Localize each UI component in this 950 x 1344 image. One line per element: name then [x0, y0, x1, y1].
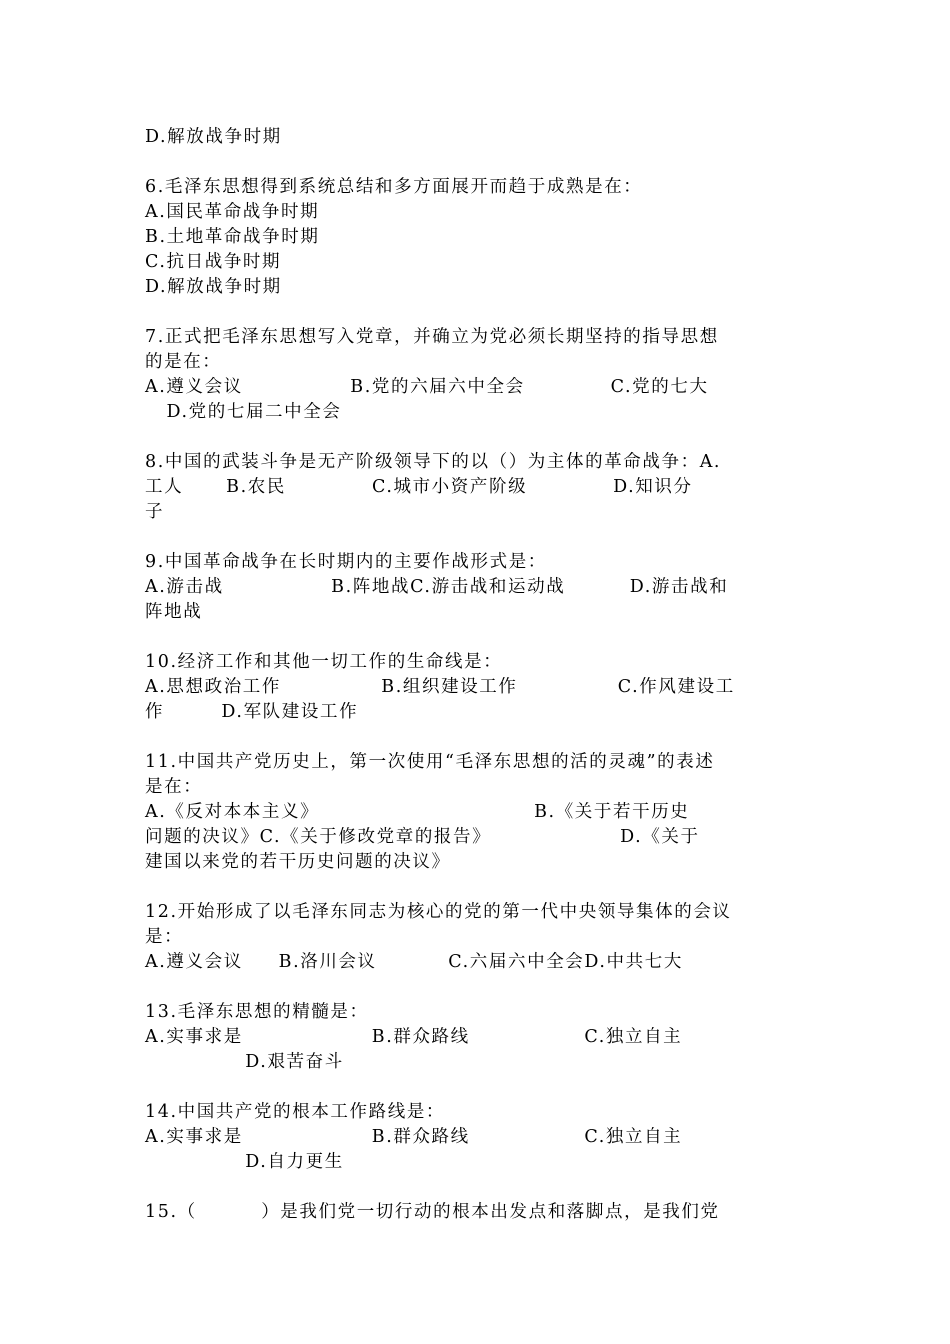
question-9-options-cont: 阵地战	[145, 602, 203, 622]
question-8-options: 工人 B.农民 C.城市小资产阶级 D.知识分	[145, 477, 693, 497]
question-8-stem: 8.中国的武装斗争是无产阶级领导下的以（）为主体的革命战争：A.	[145, 452, 722, 472]
question-12-stem: 12.开始形成了以毛泽东同志为核心的党的第一代中央领导集体的会议	[145, 902, 732, 922]
question-10-options-cont: 作 D.军队建设工作	[145, 702, 359, 722]
question-13-options: A.实事求是 B.群众路线 C.独立自主	[145, 1027, 683, 1047]
question-10-stem: 10.经济工作和其他一切工作的生命线是：	[145, 652, 503, 672]
question-9-options: A.游击战 B.阵地战C.游击战和运动战 D.游击战和	[145, 577, 729, 597]
question-12-options: A.遵义会议 B.洛川会议 C.六届六中全会D.中共七大	[145, 952, 683, 972]
question-11-stem-cont: 是在：	[145, 777, 203, 797]
question-14-stem: 14.中国共产党的根本工作路线是：	[145, 1102, 446, 1122]
question-6-option-a: A.国民革命战争时期	[145, 202, 320, 222]
question-7-options: A.遵义会议 B.党的六届六中全会 C.党的七大	[145, 377, 709, 397]
question-11-options: A.《反对本本主义》 B.《关于若干历史	[145, 802, 690, 822]
question-7-stem: 7.正式把毛泽东思想写入党章，并确立为党必须长期坚持的指导思想	[145, 327, 719, 347]
question-6-stem: 6.毛泽东思想得到系统总结和多方面展开而趋于成熟是在：	[145, 177, 643, 197]
question-14-options: A.实事求是 B.群众路线 C.独立自主	[145, 1127, 683, 1147]
question-6-option-d: D.解放战争时期	[145, 277, 282, 297]
question-13-options-cont: D.艰苦奋斗	[145, 1052, 344, 1072]
question-14-options-cont: D.自力更生	[145, 1152, 344, 1172]
question-12-stem-cont: 是：	[145, 927, 184, 947]
question-11-options-cont-2: 建国以来党的若干历史问题的决议》	[145, 852, 451, 872]
question-6-option-b: B.土地革命战争时期	[145, 227, 320, 247]
question-7-options-cont: D.党的七届二中全会	[145, 402, 342, 422]
question-15-stem: 15.（ ）是我们党一切行动的根本出发点和落脚点，是我们党	[145, 1202, 720, 1222]
question-8-options-cont: 子	[145, 502, 165, 522]
question-11-options-cont: 问题的决议》C.《关于修改党章的报告》 D.《关于	[145, 827, 700, 847]
question-10-options: A.思想政治工作 B.组织建设工作 C.作风建设工	[145, 677, 735, 697]
text-line: D.解放战争时期	[145, 127, 282, 147]
question-6-option-c: C.抗日战争时期	[145, 252, 282, 272]
question-9-stem: 9.中国革命战争在长时期内的主要作战形式是：	[145, 552, 547, 572]
question-13-stem: 13.毛泽东思想的精髓是：	[145, 1002, 369, 1022]
question-11-stem: 11.中国共产党历史上，第一次使用“毛泽东思想的活的灵魂”的表述	[145, 752, 715, 772]
question-7-stem-cont: 的是在：	[145, 352, 222, 372]
